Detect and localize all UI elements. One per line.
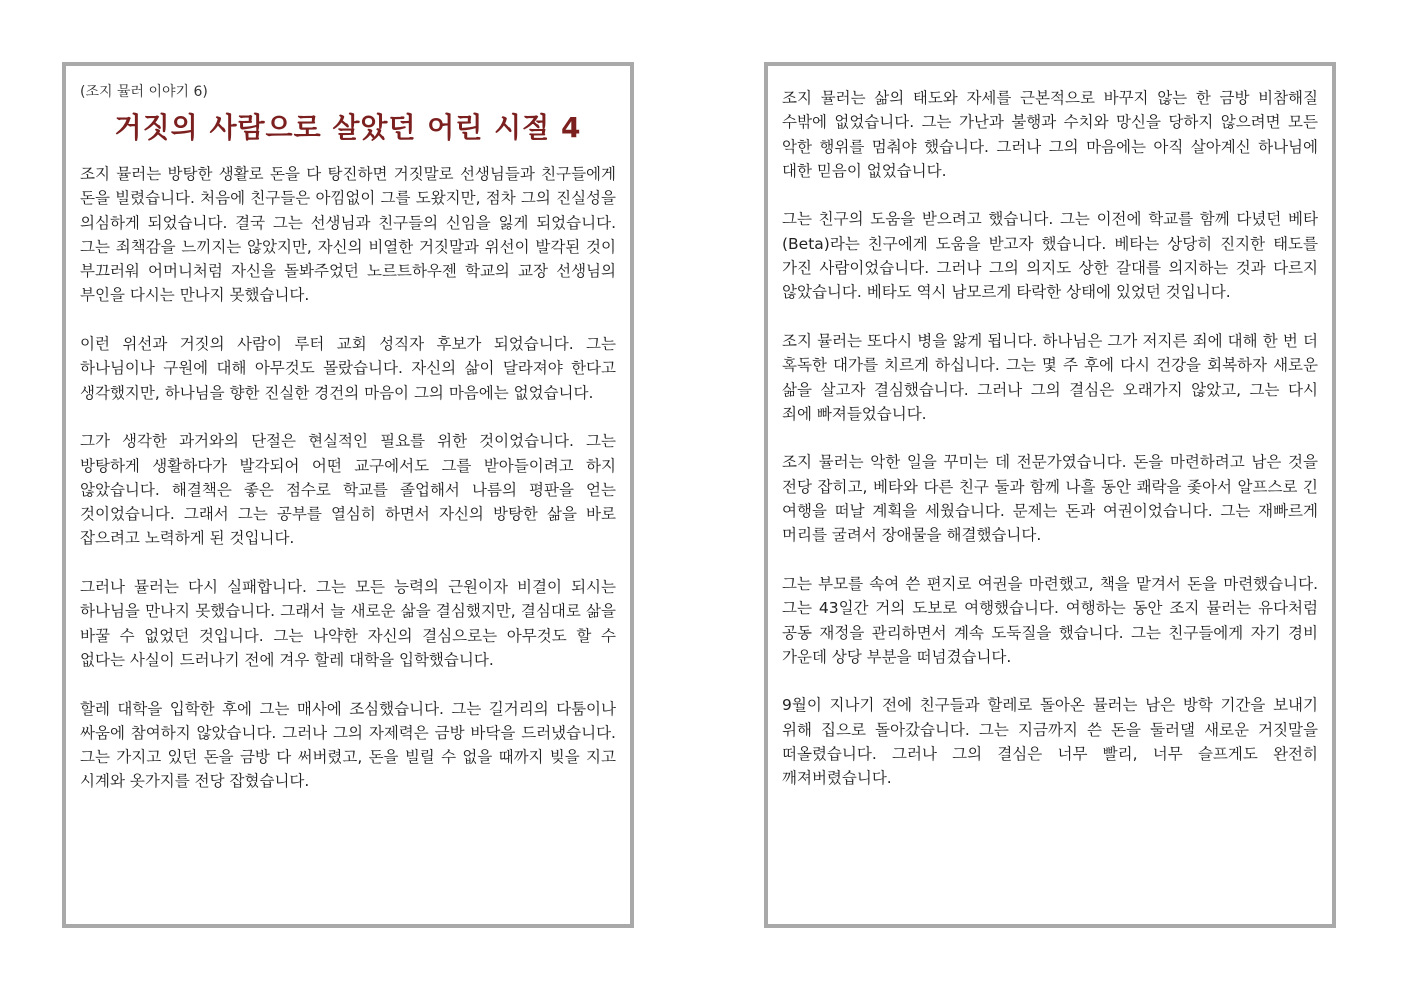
right-page	[764, 62, 1336, 928]
paragraph: 조지 뮬러는 악한 일을 꾸미는 데 전문가였습니다. 돈을 마련하려고 남은 것을 전당 잡히고, 베타와 다른 친구 둘과 함께 나흘 동안 쾌락을 좇아서 알프스로 긴 여행을 떠날 계획을 세웠습니다. 문제는 돈과 여권이었습니다. 그는 재빠르게 머리를 굴려서 장애물을 해결했습니다.	[782, 453, 1318, 545]
paragraph: 이런 위선과 거짓의 사람이 루터 교회 성직자 후보가 되었습니다. 그는 하나님이나 구원에 대해 아무것도 몰랐습니다. 자신의 삶이 달라져야 한다고 생각했지만, 하나님을 향한 진실한 경건의 마음이 그의 마음에는 없었습니다.	[80, 335, 616, 402]
paragraph: 그가 생각한 과거와의 단절은 현실적인 필요를 위한 것이었습니다. 그는 방탕하게 생활하다가 발각되어 어떤 교구에서도 그를 받아들이려고 하지 않았습니다. 해결책은 좋은 점수로 학교를 졸업해서 나름의 평판을 얻는 것이었습니다. 그래서 그는 공부를 열심히 하면서 자신의 방탕한 삶을 바로 잡으려고 노력하게 된 것입니다.	[80, 432, 616, 548]
series-label: (조지 뮬러 이야기 6)	[80, 84, 208, 100]
paragraph: 그러나 뮬러는 다시 실패합니다. 그는 모든 능력의 근원이자 비결이 되시는 하나님을 만나지 못했습니다. 그래서 늘 새로운 삶을 결심했지만, 결심대로 삶을 바꿀 수 없었던 것입니다. 그는 나약한 자신의 결심으로는 아무것도 할 수 없다는 사실이 드러나기 전에 겨우 할레 대학을 입학했습니다.	[80, 578, 616, 669]
paragraph: 조지 뮬러는 또다시 병을 앓게 됩니다. 하나님은 그가 저지른 죄에 대해 한 번 더 혹독한 대가를 치르게 하십니다. 그는 몇 주 후에 다시 건강을 회복하자 새로운 삶을 살고자 결심했습니다. 그러나 그의 결심은 오래가지 않았고, 그는 다시 죄에 빠져들었습니다.	[782, 331, 1318, 423]
paragraph: 조지 뮬러는 방탕한 생활로 돈을 다 탕진하면 거짓말로 선생님들과 친구들에게 돈을 빌렸습니다. 처음에 친구들은 아낌없이 그를 도왔지만, 점차 그의 진실성을 의심하게 되었습니다. 결국 그는 선생님과 친구들의 신임을 잃게 되었습니다. 그는 죄책감을 느끼지는 않았지만, 자신의 비열한 거짓말과 위선이 발각된 것이 부끄러워 어머니처럼 자신을 돌봐주었던 노르트하우젠 학교의 교장 선생님의 부인을 다시는 만나지 못했습니다.	[80, 165, 616, 305]
paragraph: 조지 뮬러는 삶의 태도와 자세를 근본적으로 바꾸지 않는 한 금방 비참해질 수밖에 없었습니다. 그는 가난과 불행과 수치와 망신을 당하지 않으려면 모든 악한 행위를 멈춰야 했습니다. 그러나 그의 마음에는 아직 살아계신 하나님에 대한 믿음이 없었습니다.	[782, 89, 1318, 180]
paragraph: 9월이 지나기 전에 친구들과 할레로 돌아온 뮬러는 남은 방학 기간을 보내기 위해 집으로 돌아갔습니다. 그는 지금까지 쓴 돈을 둘러댈 새로운 거짓말을 떠올렸습니다. 그러나 그의 결심은 너무 빨리, 너무 슬프게도 완전히 깨져버렸습니다.	[782, 696, 1318, 788]
page-title: 거짓의 사람으로 살았던 어린 시절 4	[114, 111, 582, 144]
paragraph: 그는 친구의 도움을 받으려고 했습니다. 그는 이전에 학교를 함께 다녔던 베타(Beta)라는 친구에게 도움을 받고자 했습니다. 베타는 상당히 진지한 태도를 가진 사람이었습니다. 그러나 그의 의지도 상한 갈대를 의지하는 것과 다르지 않았습니다. 베타도 역시 남모르게 타락한 상태에 있었던 것입니다.	[782, 210, 1318, 302]
paragraph: 그는 부모를 속여 쓴 편지로 여권을 마련했고, 책을 맡겨서 돈을 마련했습니다. 그는 43일간 거의 도보로 여행했습니다. 여행하는 동안 조지 뮬러는 유다처럼 공동 재정을 관리하면서 계속 도둑질을 했습니다. 그는 친구들에게 자기 경비 가운데 상당 부분을 떠넘겼습니다.	[782, 574, 1318, 666]
left-page	[62, 62, 634, 928]
paragraph: 할레 대학을 입학한 후에 그는 매사에 조심했습니다. 그는 길거리의 다툼이나 싸움에 참여하지 않았습니다. 그러나 그의 자제력은 금방 바닥을 드러냈습니다. 그는 가지고 있던 돈을 금방 다 써버렸고, 돈을 빌릴 수 없을 때까지 빚을 지고 시계와 옷가지를 전당 잡혔습니다.	[80, 699, 616, 791]
